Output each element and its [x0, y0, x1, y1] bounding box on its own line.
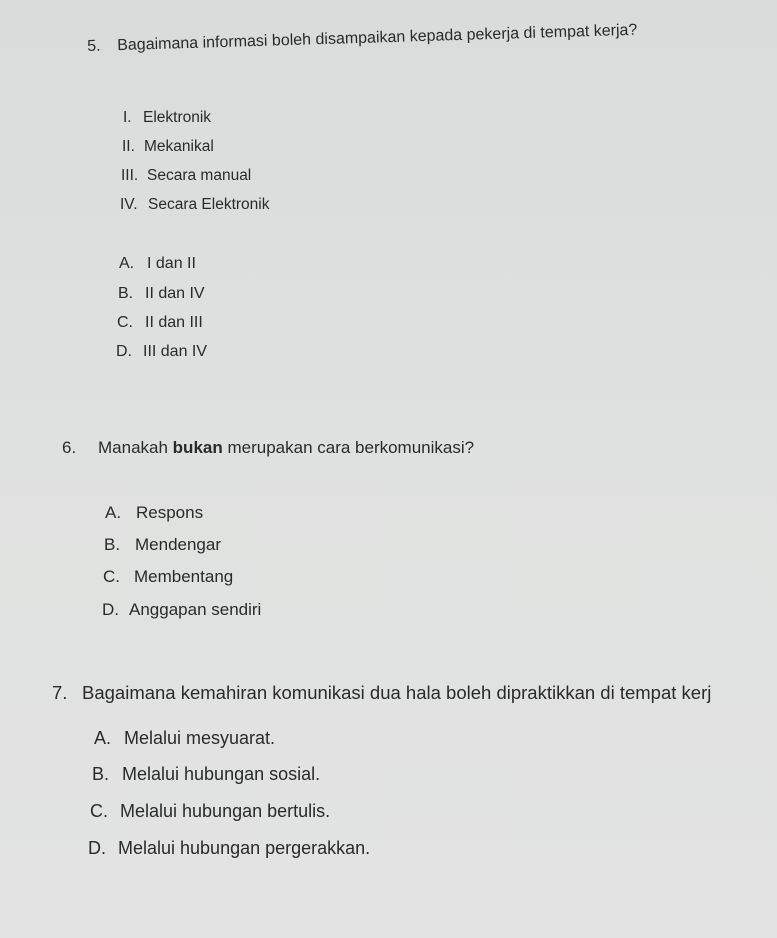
question-text-emphasis: bukan: [172, 438, 223, 457]
question-number: 5.: [87, 37, 101, 55]
option-letter: D.: [116, 343, 132, 360]
question-text: Bagaimana informasi boleh disampaikan kepada pekerja di tempat kerja?: [116, 21, 638, 55]
option-letter: C.: [90, 801, 108, 821]
statement-numeral: IV.: [120, 196, 138, 213]
statement-3: [121, 167, 251, 185]
option-text: Melalui mesyuarat.: [124, 728, 276, 748]
option-text: II dan IV: [145, 285, 205, 302]
question-number: 6.: [62, 438, 77, 457]
statement-text: Mekanikal: [144, 138, 214, 155]
question-6: [62, 438, 474, 458]
option-letter: A.: [105, 503, 122, 522]
option-text: Melalui hubungan pergerakkan.: [118, 838, 371, 858]
option-letter: A.: [119, 255, 135, 272]
option-text: III dan IV: [143, 343, 208, 360]
option-letter: B.: [104, 535, 121, 554]
option-text: Mendengar: [135, 535, 222, 554]
option-letter: B.: [92, 764, 110, 784]
question-5-option-c[interactable]: [117, 314, 203, 332]
option-text: Anggapan sendiri: [129, 600, 262, 619]
question-5-option-d[interactable]: [116, 343, 207, 361]
question-5: [87, 22, 638, 56]
question-6-option-a[interactable]: [105, 503, 203, 523]
question-5-option-a[interactable]: [119, 255, 196, 273]
option-letter: C.: [117, 314, 133, 331]
statement-numeral: III.: [121, 167, 139, 184]
question-text: Bagaimana kemahiran komunikasi dua hala boleh dipraktikkan di tempat kerj: [82, 682, 712, 703]
option-letter: C.: [103, 567, 120, 586]
question-7: [52, 682, 711, 704]
question-6-option-d[interactable]: [102, 600, 261, 620]
question-text-start: Manakah: [98, 438, 168, 457]
question-5-option-b[interactable]: [118, 285, 205, 303]
statement-2: [122, 138, 214, 156]
option-text: Respons: [136, 503, 204, 522]
question-7-option-c[interactable]: [90, 801, 330, 822]
option-text: II dan III: [145, 314, 203, 331]
statement-text: Secara Elektronik: [148, 196, 270, 213]
statement-numeral: II.: [122, 138, 135, 155]
statement-text: Secara manual: [147, 167, 252, 184]
option-text: I dan II: [147, 255, 196, 272]
question-7-option-b[interactable]: [92, 764, 320, 785]
statement-numeral: I.: [123, 109, 132, 126]
question-7-option-d[interactable]: [88, 838, 370, 859]
option-letter: D.: [102, 600, 119, 619]
option-text: Melalui hubungan bertulis.: [120, 801, 331, 821]
question-number: 7.: [52, 682, 68, 703]
statement-1: [123, 109, 211, 127]
option-text: Melalui hubungan sosial.: [122, 764, 321, 784]
question-6-option-c[interactable]: [103, 567, 233, 587]
option-letter: A.: [94, 728, 112, 748]
question-6-option-b[interactable]: [104, 535, 221, 555]
option-letter: B.: [118, 285, 134, 302]
statement-4: [120, 196, 269, 214]
question-7-option-a[interactable]: [94, 728, 275, 749]
statement-text: Elektronik: [143, 109, 212, 126]
option-letter: D.: [88, 838, 106, 858]
option-text: Membentang: [134, 567, 234, 586]
question-text-end: merupakan cara berkomunikasi?: [227, 438, 475, 457]
